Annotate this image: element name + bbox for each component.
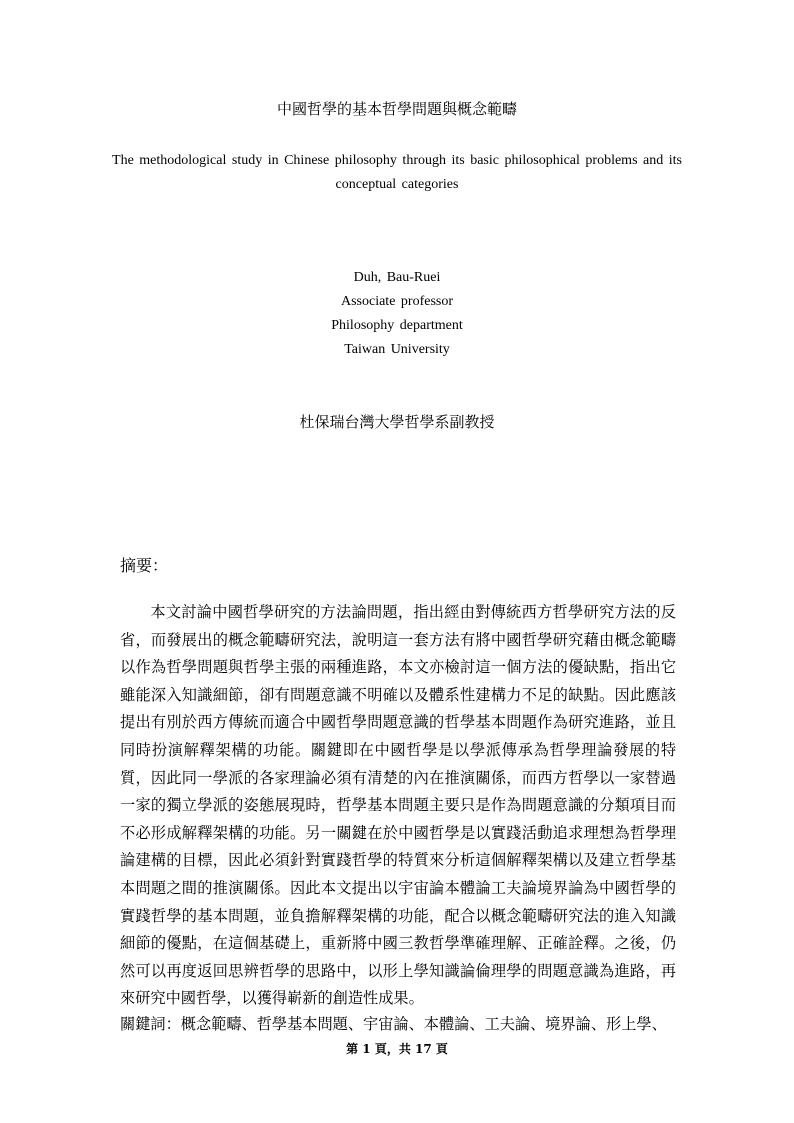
author-chinese: 杜保瑞台灣大學哲學系副教授 xyxy=(299,413,495,431)
english-title: The methodological study in Chinese philosophy through its basic philosophical problems and its conceptual categories xyxy=(112,153,682,192)
author-university: Taiwan University xyxy=(344,342,450,357)
chinese-title: 中國哲學的基本哲學問題與概念範疇 xyxy=(276,100,517,118)
abstract-body: 本文討論中國哲學研究的方法論問題，指出經由對傳統西方哲學研究方法的反省，而發展出的概念範疇研究法，說明這一套方法有將中國哲學研究藉由概念範疇以作為哲學問題與哲學主張的兩種進路，本文亦檢討這一個方法的優缺點，指出它雖能深入知識細節，卻有問題意識不明確以及體系性建構力不足的缺點。因此應該提出有別於西方傳統而適合中國哲學問題意識的哲學基本問題作為研究進路，並且同時扮演解釋架構的功能。關鍵即在中國哲學是以學派傳承為哲學理論發展的特質，因此同一學派的各家理論必須有清楚的內在推演關係，而西方哲學以一家替過一家的獨立學派的姿態展現時，哲學基本問題主要只是作為問題意識的分類項目而不必形成解釋架構的功能。另一關鍵在於中國哲學是以實踐活動追求理想為哲學理論建構的目標，因此必須針對實踐哲學的特質來分析這個解釋架構以及建立哲學基本問題之間的推演關係。因此本文提出以宇宙論本體論工夫論境界論為中國哲學的實踐哲學的基本問題，並負擔解釋架構的功能，配合以概念範疇研究法的進入知識細節的優點，在這個基礎上，重新將中國三教哲學準確理解、正確詮釋。之後，仍然可以再度返回思辨哲學的思路中，以形上學知識論倫理學的問題意識為進路，再來研究中國哲學，以獲得嶄新的創造性成果。 xyxy=(120,603,676,1008)
page-footer: 第 1 頁，共 17 頁 xyxy=(346,1042,448,1056)
author-position: Associate professor xyxy=(340,294,454,309)
keywords: 關鍵詞：概念範疇、哲學基本問題、宇宙論、本體論、工夫論、境界論、形上學、 xyxy=(120,1015,667,1033)
author-info xyxy=(0,266,794,362)
author-department: Philosophy department xyxy=(331,318,463,333)
author-name: Duh, Bau-Ruei xyxy=(353,270,441,285)
abstract-heading: 摘要： xyxy=(120,556,169,575)
